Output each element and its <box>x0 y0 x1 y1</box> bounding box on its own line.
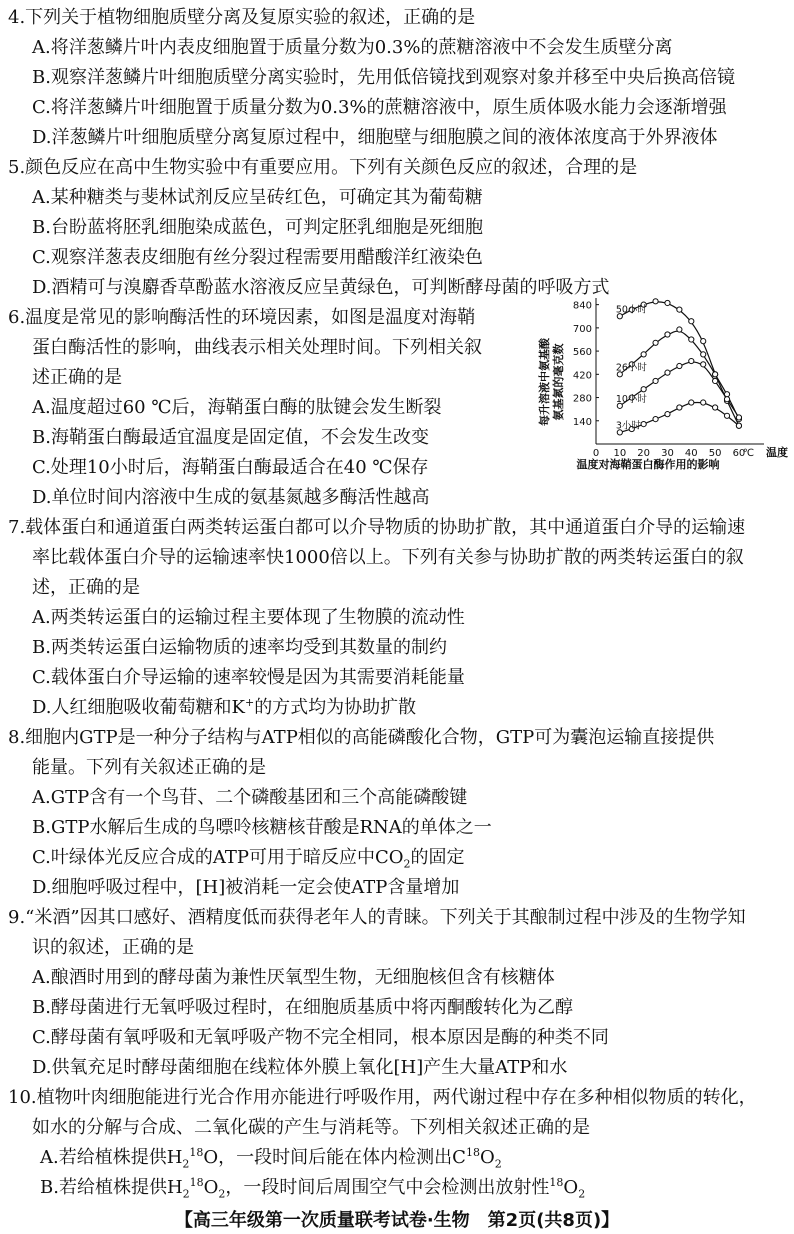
q8-stem-line-1: 8.细胞内GTP是一种分子结构与ATP相似的高能磷酸化合物，GTP可为囊泡运输直接提供 <box>8 727 715 748</box>
x-tick-label: 40 <box>684 448 698 459</box>
chart-y-ticks <box>573 301 599 428</box>
data-point <box>641 421 646 426</box>
data-point <box>736 423 741 428</box>
q10-stem-line-2: 如水的分解与合成、二氧化碳的产生与消耗等。下列相关叙述正确的是 <box>32 1117 590 1138</box>
q9-option-d: D.供氧充足时酵母菌细胞在线粒体外膜上氧化[H]产生大量ATP和水 <box>32 1057 568 1078</box>
q4-option-b: B.观察洋葱鳞片叶细胞质壁分离实验时，先用低倍镜找到观察对象并移至中央后换高倍镜 <box>32 67 735 88</box>
chart-ylabel-line-2: 氨基氮的毫克数 <box>552 343 565 421</box>
data-point <box>713 372 718 377</box>
x-tick-label: 30 <box>661 448 674 459</box>
y-tick-label: 700 <box>572 323 592 335</box>
series-label: 50小时 <box>615 304 647 316</box>
chart-series <box>616 299 742 435</box>
data-point <box>713 378 718 383</box>
chart-x-axis-label: 温度 <box>766 446 788 459</box>
q5-option-d: D.酒精可与溴麝香草酚蓝水溶液反应呈黄绿色，可判断酵母菌的呼吸方式 <box>32 277 610 298</box>
data-point <box>701 362 706 367</box>
series-label: 26小时 <box>615 362 647 374</box>
q9-option-c: C.酵母菌有氧呼吸和无氧呼吸产物不完全相同，根本原因是酶的种类不同 <box>32 1027 609 1048</box>
y-tick-label: 560 <box>572 347 592 359</box>
data-point <box>641 352 646 357</box>
data-point <box>724 397 729 402</box>
data-point <box>724 413 729 418</box>
y-tick-label: 420 <box>572 370 592 382</box>
q4-stem: 4.下列关于植物细胞质壁分离及复原实验的叙述，正确的是 <box>8 7 476 28</box>
q10-stem-line-1: 10.植物叶肉细胞能进行光合作用亦能进行呼吸作用，两代谢过程中存在多种相似物质的转化， <box>8 1087 757 1108</box>
q7-stem-line-3: 述，正确的是 <box>32 577 140 598</box>
x-tick-label: 50 <box>708 448 722 459</box>
q7-stem-line-2: 率比载体蛋白介导的运输速率快1000倍以上。下列有关参与协助扩散的两类转运蛋白的叙 <box>32 547 744 568</box>
q10-option-a: A.若给植株提供$H_2^{18}O$，一段时间后能在体内检测出$C^{18}O_2$ <box>40 1146 502 1171</box>
q8-option-a: A.GTP含有一个鸟苷、二个磷酸基团和三个高能磷酸键 <box>32 787 468 808</box>
q7-option-d: D.人红细胞吸收葡萄糖和K+的方式均为协助扩散 <box>32 696 417 718</box>
data-point <box>653 378 658 383</box>
q6-option-c: C.处理10小时后，海鞘蛋白酶最适合在40 ℃保存 <box>32 457 429 478</box>
data-point <box>677 307 682 312</box>
y-tick-label: 140 <box>572 416 592 428</box>
page-footer: 【高三年级第一次质量联考试卷·生物 第2页(共8页)】 <box>174 1210 620 1231</box>
series-3 <box>616 400 742 435</box>
q9-option-b: B.酵母菌进行无氧呼吸过程时，在细胞质基质中将丙酮酸转化为乙醇 <box>32 997 573 1018</box>
data-point <box>653 299 658 304</box>
data-point <box>677 327 682 332</box>
chart-ylabel-line-1: 每升溶液中氨基酸 <box>538 338 551 426</box>
x-axis-unit: ℃ <box>742 448 755 459</box>
data-point <box>665 412 670 417</box>
q5-option-c: C.观察洋葱表皮细胞有丝分裂过程需要用醋酸洋红液染色 <box>32 247 483 268</box>
q6-option-d: D.单位时间内溶液中生成的氨基氮越多酶活性越高 <box>32 487 430 508</box>
x-tick-label: 60 <box>732 448 746 459</box>
q6-option-a: A.温度超过60 ℃后，海鞘蛋白酶的肽键会发生断裂 <box>32 397 442 418</box>
data-point <box>689 358 694 363</box>
q6-stem-line-2: 蛋白酶活性的影响，曲线表示相关处理时间。下列相关叙 <box>32 337 482 358</box>
data-point <box>641 387 646 392</box>
q7-stem-line-1: 7.载体蛋白和通道蛋白两类转运蛋白都可以介导物质的协助扩散，其中通道蛋白介导的运输速 <box>8 517 746 538</box>
q8-option-b: B.GTP水解后生成的鸟嘌呤核糖核苷酸是RNA的单体之一 <box>32 817 492 838</box>
q7-option-b: B.两类转运蛋白运输物质的速率均受到其数量的制约 <box>32 637 447 658</box>
q7-option-c: C.载体蛋白介导运输的速率较慢是因为其需要消耗能量 <box>32 667 465 688</box>
data-point <box>701 339 706 344</box>
q5-stem: 5.颜色反应在高中生物实验中有重要应用。下列有关颜色反应的叙述，合理的是 <box>8 157 638 178</box>
y-tick-label: 840 <box>572 300 592 312</box>
enzyme-temperature-chart <box>532 292 790 472</box>
q4-option-d: D.洋葱鳞片叶细胞质壁分离复原过程中，细胞壁与细胞膜之间的液体浓度高于外界液体 <box>32 127 718 148</box>
data-point <box>677 405 682 410</box>
series-label: 3小时 <box>615 420 641 432</box>
x-tick-label: 20 <box>637 448 651 459</box>
data-point <box>689 319 694 324</box>
q8-stem-line-2: 能量。下列有关叙述正确的是 <box>32 757 266 778</box>
q9-stem-line-1: 9.“米酒”因其口感好、酒精度低而获得老年人的青睐。下列关于其酿制过程中涉及的生物学知 <box>8 907 746 928</box>
y-tick-label: 280 <box>572 393 592 405</box>
data-point <box>665 332 670 337</box>
q4-option-a: A.将洋葱鳞片叶内表皮细胞置于质量分数为0.3%的蔗糖溶液中不会发生质壁分离 <box>32 37 673 58</box>
chart-y-axis-label <box>537 337 565 426</box>
data-point <box>689 400 694 405</box>
chart-title: 温度对海鞘蛋白酶作用的影响 <box>576 458 720 471</box>
q8-option-d: D.细胞呼吸过程中，[H]被消耗一定会使ATP含量增加 <box>32 877 460 898</box>
q9-stem-line-2: 识的叙述，正确的是 <box>32 937 194 958</box>
data-point <box>677 363 682 368</box>
q10-option-b: B.若给植株提供$H_2^{18}O_2$，一段时间后周围空气中会检测出放射性$^{18}O_2$ <box>40 1176 586 1201</box>
q6-stem-line-3: 述正确的是 <box>32 367 122 388</box>
x-tick-label: 0 <box>592 448 600 459</box>
q6-option-b: B.海鞘蛋白酶最适宜温度是固定值，不会发生改变 <box>32 427 429 448</box>
data-point <box>701 352 706 357</box>
data-point <box>665 300 670 305</box>
q6-stem-line-1: 6.温度是常见的影响酶活性的环境因素，如图是温度对海鞘 <box>8 307 476 328</box>
q8-option-c: C.叶绿体光反应合成的ATP可用于暗反应中$CO_2$的固定 <box>32 847 465 871</box>
data-point <box>653 340 658 345</box>
data-point <box>665 370 670 375</box>
q5-option-b: B.台盼蓝将胚乳细胞染成蓝色，可判定胚乳细胞是死细胞 <box>32 217 483 238</box>
x-tick-label: 10 <box>613 448 627 459</box>
data-point <box>689 337 694 342</box>
q9-option-a: A.酿酒时用到的酵母菌为兼性厌氧型生物，无细胞核但含有核糖体 <box>32 967 555 988</box>
data-point <box>713 405 718 410</box>
series-label: 10小时 <box>615 393 647 405</box>
data-point <box>701 400 706 405</box>
q5-option-a: A.某种糖类与斐林试剂反应呈砖红色，可确定其为葡萄糖 <box>32 187 483 208</box>
q4-option-c: C.将洋葱鳞片叶细胞置于质量分数为0.3%的蔗糖溶液中，原生质体吸水能力会逐渐增强 <box>32 97 727 118</box>
data-point <box>653 417 658 422</box>
q7-option-a: A.两类转运蛋白的运输过程主要体现了生物膜的流动性 <box>32 607 465 628</box>
data-point <box>736 415 741 420</box>
